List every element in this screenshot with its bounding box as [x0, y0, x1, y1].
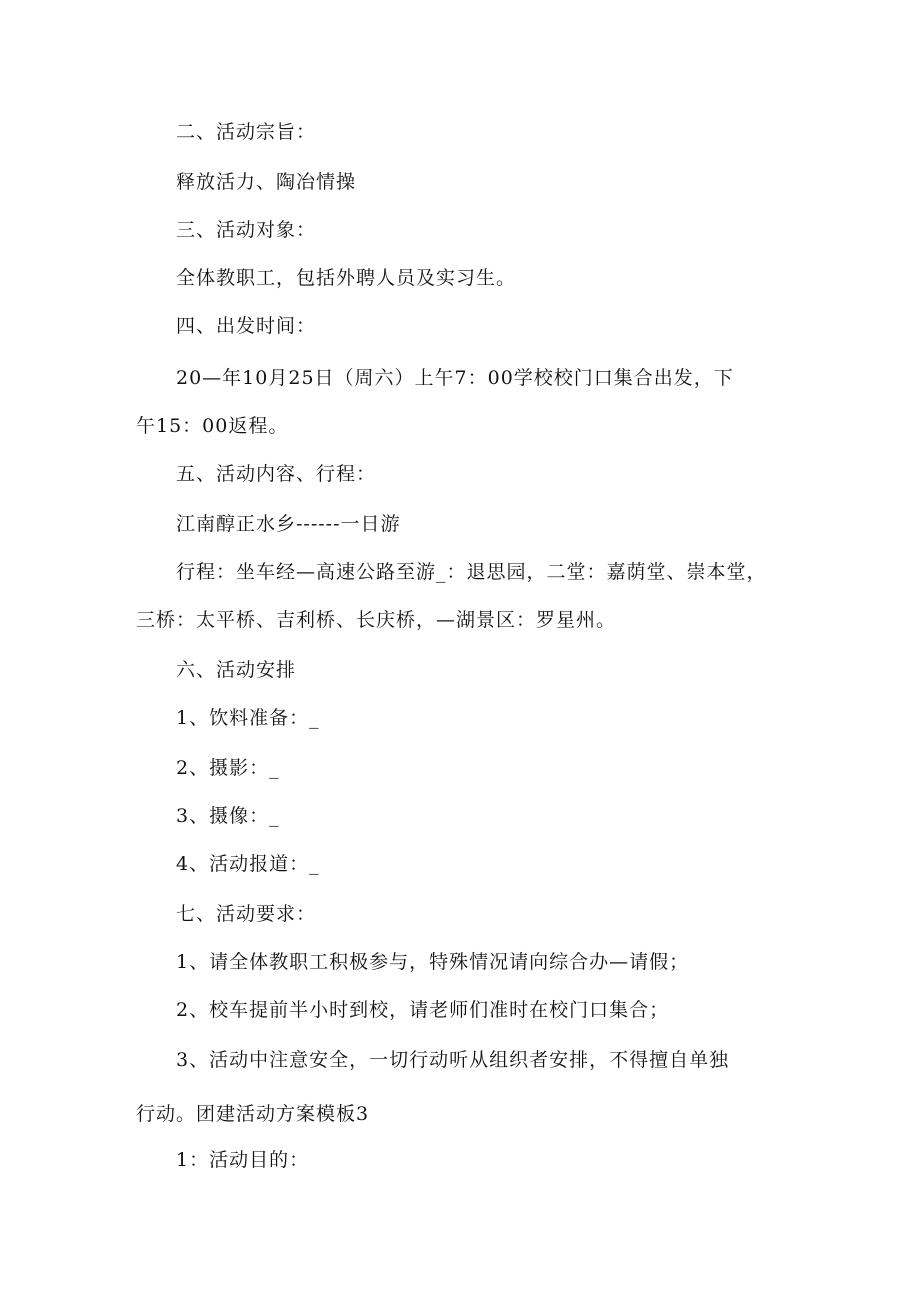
itinerary-line2: 三桥：太平桥、吉利桥、长庆桥，—湖景区：罗星州。 — [136, 609, 617, 631]
heading-departure-time: 四、出发时间： — [176, 315, 317, 337]
requirement-1: 1、请全体教职工积极参与，特殊情况请向综合办—请假； — [176, 951, 690, 973]
heading-requirements: 七、活动要求： — [176, 903, 317, 925]
requirement-3-line1: 3、活动中注意安全，一切行动听从组织者安排，不得擅自单独 — [176, 1049, 730, 1071]
heading-arrangements: 六、活动安排 — [176, 659, 297, 681]
requirement-3-line2-with-template-title: 行动。团建活动方案模板3 — [136, 1103, 370, 1125]
arrangement-photography: 2、摄影：_ — [176, 757, 280, 779]
requirement-2: 2、校车提前半小时到校，请老师们准时在校门口集合； — [176, 999, 670, 1021]
departure-text-line1: 20—年10月25日（周六）上午7：00学校校门口集合出发，下 — [176, 367, 734, 389]
departure-text-line2: 午15：00返程。 — [136, 415, 289, 437]
heading-participants: 三、活动对象： — [176, 219, 317, 241]
arrangement-report: 4、活动报道：_ — [176, 853, 320, 875]
participants-text: 全体教职工，包括外聘人员及实习生。 — [176, 267, 517, 289]
heading-activity-goal: 1：活动目的： — [176, 1149, 310, 1171]
heading-purpose: 二、活动宗旨： — [176, 121, 317, 143]
trip-title: 江南醇正水乡------一日游 — [176, 513, 401, 535]
heading-content-itinerary: 五、活动内容、行程： — [176, 463, 377, 485]
itinerary-line1: 行程：坐车经—高速公路至游_：退思园，二堂：嘉荫堂、崇本堂， — [176, 561, 767, 583]
purpose-text: 释放活力、陶冶情操 — [176, 171, 357, 193]
arrangement-video: 3、摄像：_ — [176, 805, 280, 827]
arrangement-drinks: 1、饮料准备：_ — [176, 707, 320, 729]
